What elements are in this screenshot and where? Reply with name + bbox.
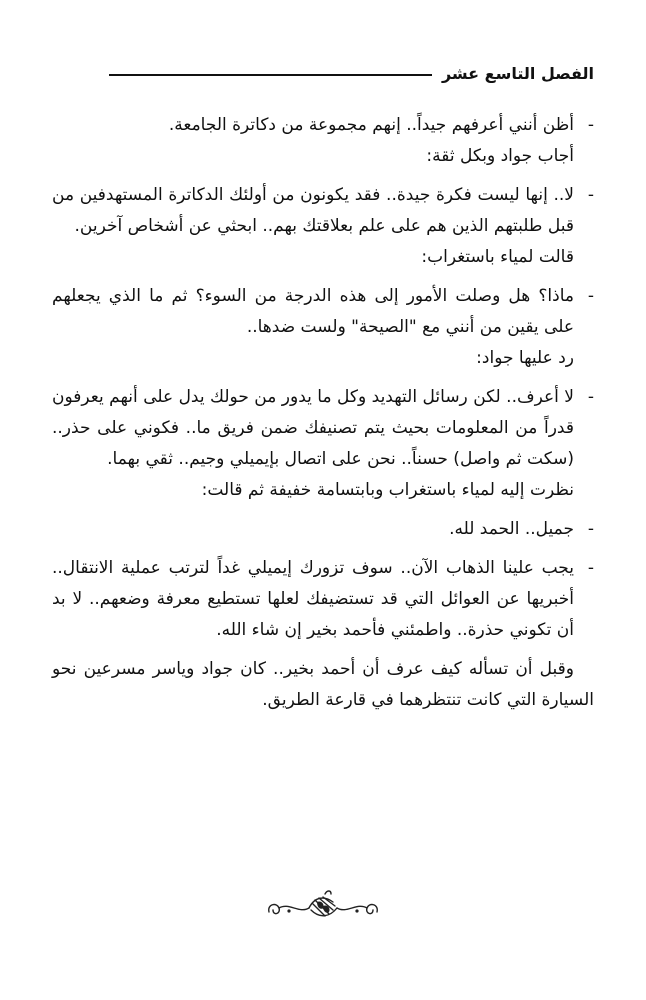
dialogue-text: يجب علينا الذهاب الآن.. سوف تزورك إيميلي غداً لترتب عملية الانتقال.. أخبريها عن العوائل التي قد تستضيفك لعلها تستطيع معرفة وضعهم.. لا بد أن تكوني حذرة.. واطمئني فأحمد بخير إن شاء الله.: [52, 558, 574, 640]
narration-line-1: أجاب جواد وبكل ثقة:: [426, 146, 574, 166]
dialogue-dash: -: [587, 387, 594, 407]
dialogue-text: ماذا؟ هل وصلت الأمور إلى هذه الدرجة من السوء؟ ثم ما الذي يجعلهم على يقين من أنني مع "الصيحة" ولست ضدها..: [52, 286, 574, 337]
dialogue-line-4: [52, 382, 594, 475]
floral-ornament-icon: [263, 888, 383, 928]
dialogue-text: لا أعرف.. لكن رسائل التهديد وكل ما يدور من حولك يدل على أنهم يعرفون قدراً من المعلومات بحيث يتم تصنيفك ضمن فريق ما.. فكوني على حذر..(سكت ثم واصل) حسناً.. نحن على اتصال بإيميلي وجيم.. ثقي بهما.: [52, 387, 574, 469]
body-text: [52, 110, 594, 716]
dialogue-line-3: [52, 281, 594, 343]
dialogue-line-2: [52, 180, 594, 242]
dialogue-dash: -: [587, 115, 594, 135]
dialogue-text: جميل.. الحمد لله.: [449, 519, 574, 539]
narration-line-3: رد عليها جواد:: [476, 348, 574, 368]
dialogue-dash: -: [587, 519, 594, 539]
dialogue-line-6: [52, 553, 594, 646]
narration-paragraph: وقبل أن تسأله كيف عرف أن أحمد بخير.. كان جواد وياسر مسرعين نحو السيارة التي كانت تنتظرهما في قارعة الطريق.: [52, 659, 594, 710]
dialogue-dash: -: [587, 185, 594, 205]
dialogue-text: أظن أنني أعرفهم جيداً.. إنهم مجموعة من دكاترة الجامعة.: [168, 115, 574, 135]
dialogue-dash: -: [587, 558, 594, 578]
chapter-title: الفصل التاسع عشر: [441, 63, 594, 83]
dialogue-line-1: [52, 110, 594, 141]
running-header: [52, 58, 594, 88]
narration-line-2: قالت لمياء باستغراب:: [421, 247, 574, 267]
dialogue-text: لا.. إنها ليست فكرة جيدة.. فقد يكونون من أولئك الدكاترة المستهدفين من قبل طلبتهم الذين هم على علم بعلاقتك بهم.. ابحثي عن أشخاص آخرين.: [52, 185, 574, 236]
narration-line-4: نظرت إليه لمياء باستغراب وبابتسامة خفيفة ثم قالت:: [201, 480, 574, 500]
dialogue-line-5: [52, 514, 594, 545]
dialogue-dash: -: [587, 286, 594, 306]
header-rule: [109, 74, 432, 76]
